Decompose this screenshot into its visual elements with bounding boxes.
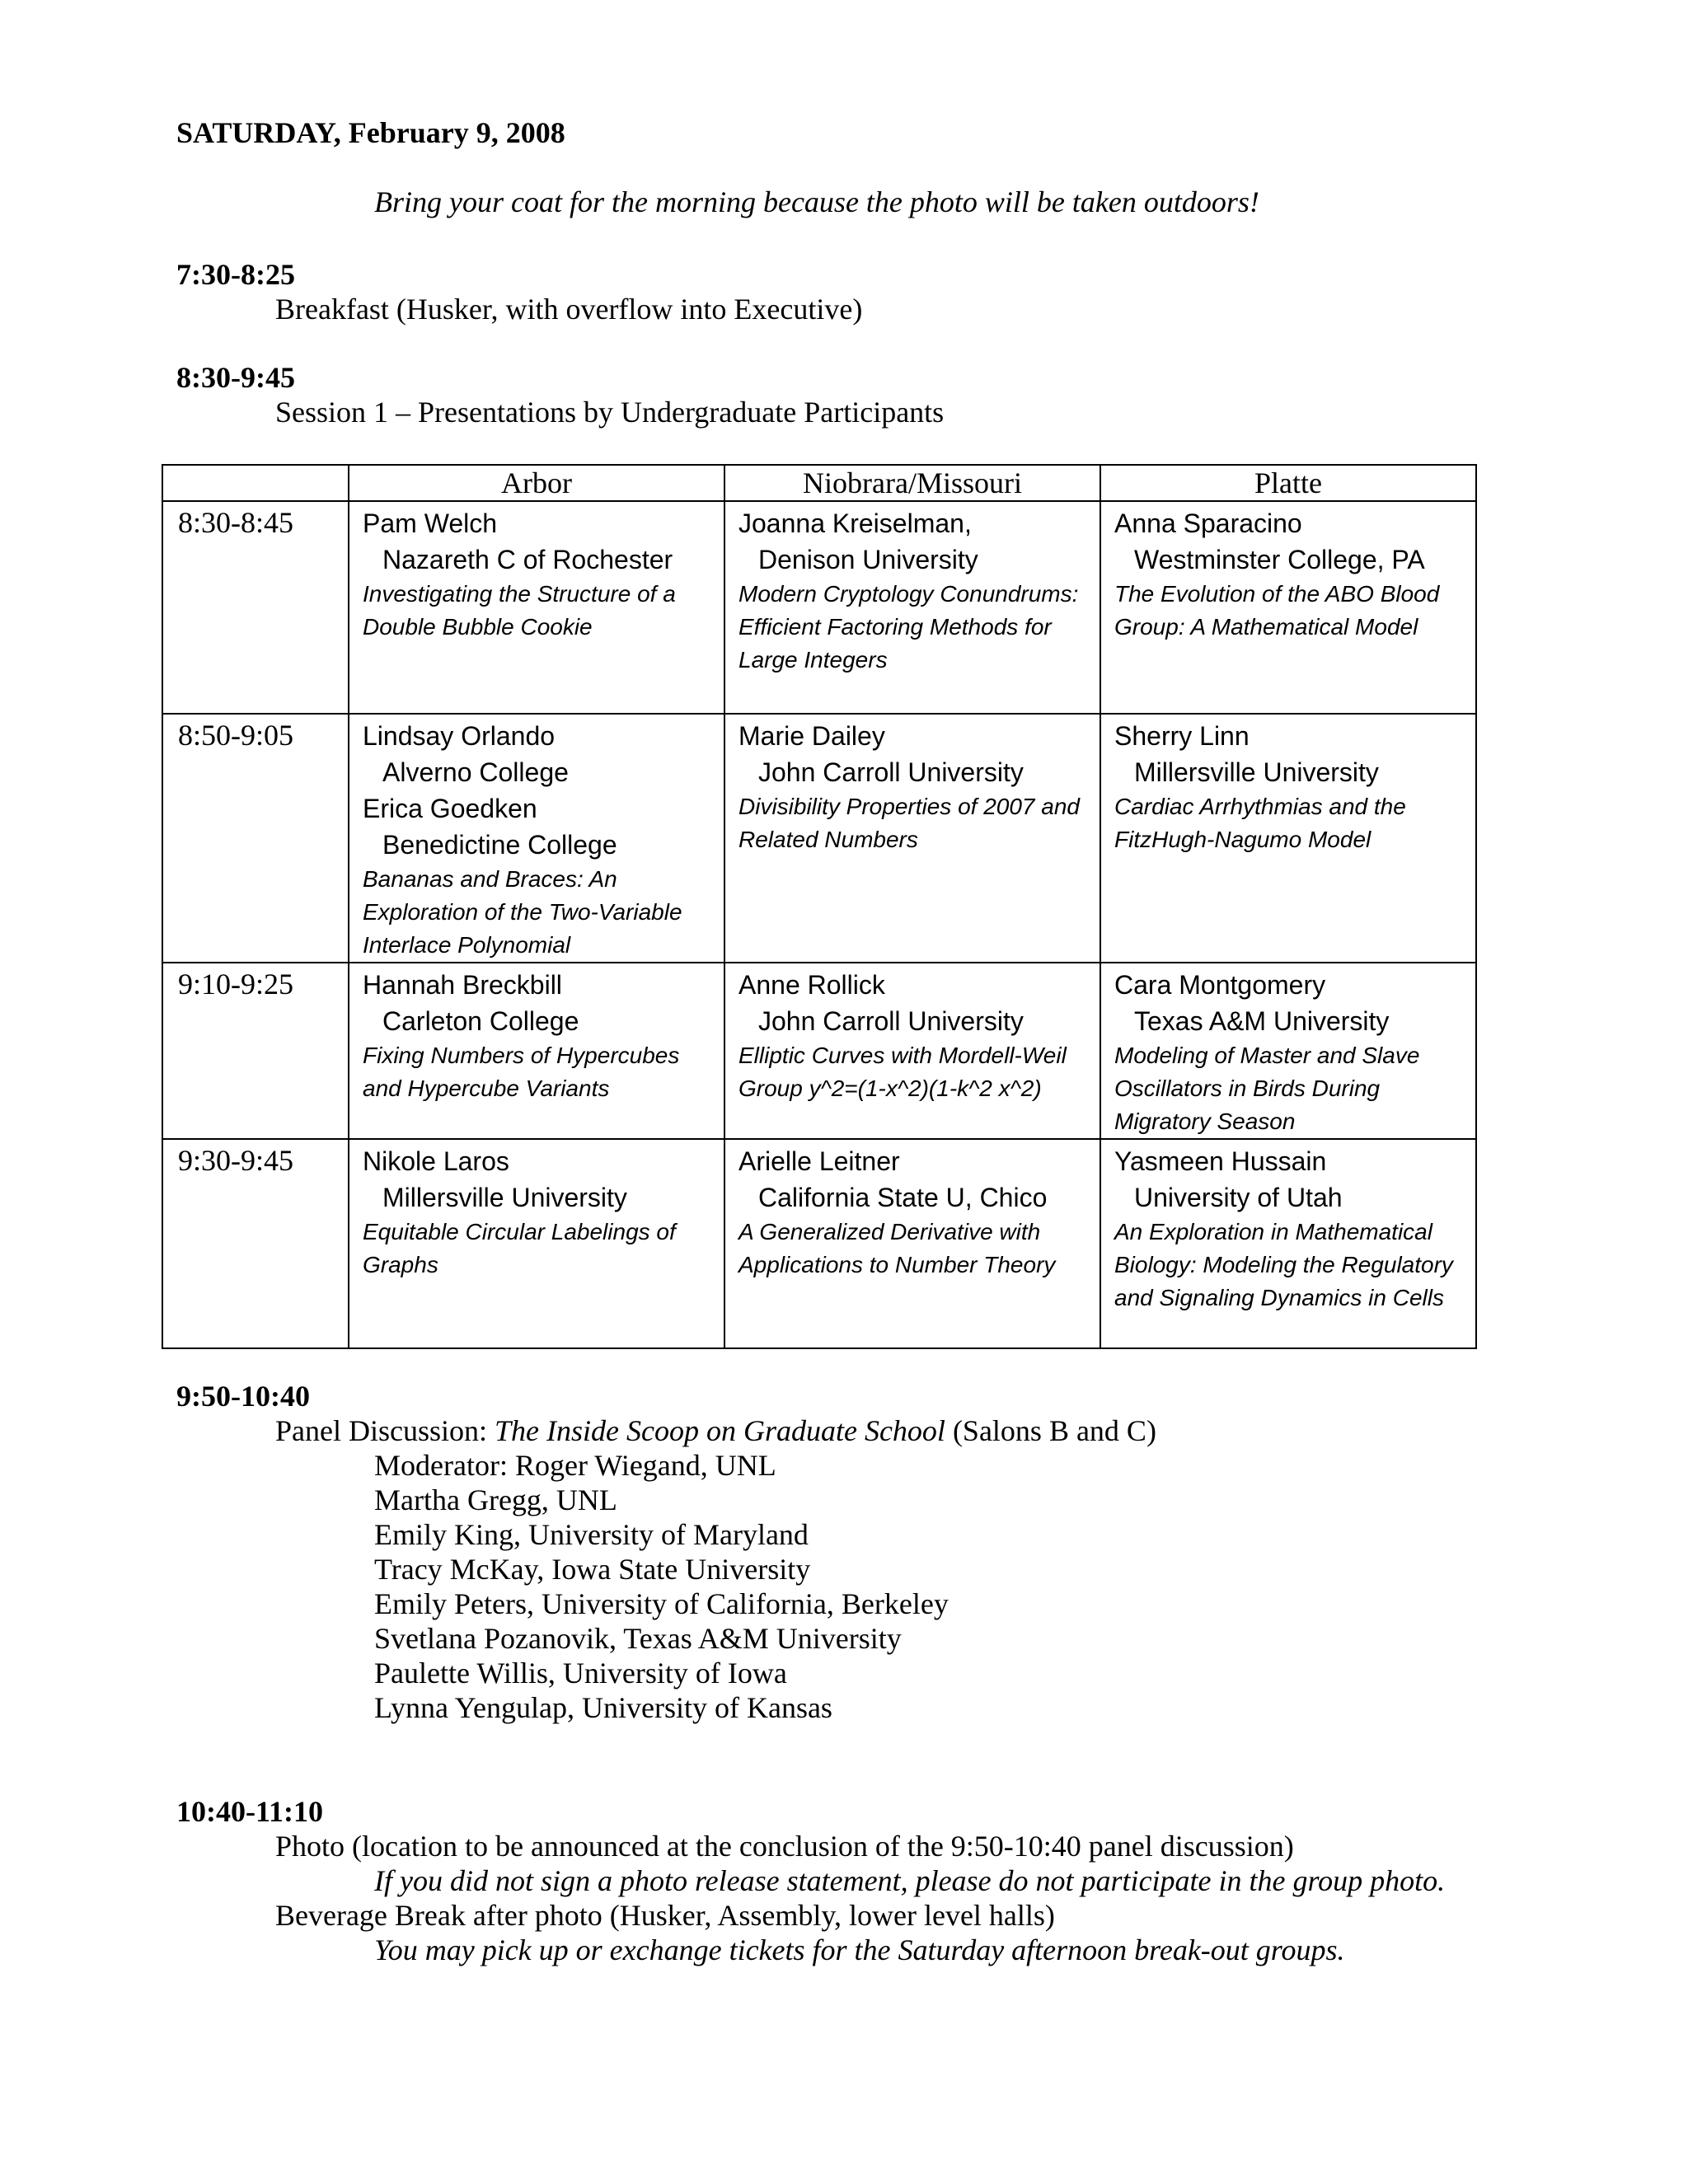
panel-member: Tracy McKay, Iowa State University <box>374 1553 811 1586</box>
presentation-cell <box>724 963 1100 1139</box>
presentation-title: Bananas and Braces: An Exploration of the Two-Variable Interlace Polynomial <box>363 866 682 958</box>
panel-member: Emily Peters, University of California, Berkeley <box>374 1587 949 1620</box>
panel-text <box>275 1413 1156 1448</box>
panel-member: Svetlana Pozanovik, Texas A&M University <box>374 1622 902 1655</box>
presentation-title: Cardiac Arrhythmias and the FitzHugh-Nagumo Model <box>1114 794 1406 852</box>
presenter-institution: Alverno College <box>382 757 569 787</box>
presenter-institution: Millersville University <box>382 1183 627 1212</box>
break-note: You may pick up or exchange tickets for the Saturday afternoon break-out groups. <box>374 1933 1345 1966</box>
presentation-title: Modern Cryptology Conundrums: Efficient Factoring Methods for Large Integers <box>738 581 1079 673</box>
table-row <box>162 963 1476 1139</box>
photo-note: If you did not sign a photo release statement, please do not participate in the group photo. <box>374 1864 1446 1897</box>
presentation-title: Equitable Circular Labelings of Graphs <box>363 1219 676 1277</box>
breakfast-time: 7:30-8:25 <box>176 258 295 291</box>
presentation-title: Fixing Numbers of Hypercubes and Hypercube Variants <box>363 1043 680 1101</box>
presenter-institution: John Carroll University <box>758 757 1024 787</box>
presentation-cell <box>724 1139 1100 1348</box>
day-heading: SATURDAY, February 9, 2008 <box>176 116 565 149</box>
presentation-title: Investigating the Structure of a Double Bubble Cookie <box>363 581 676 640</box>
presenter-name: Sherry Linn <box>1114 721 1250 751</box>
time-slot: 9:30-9:45 <box>162 1139 349 1348</box>
presenter-institution: Millersville University <box>1134 757 1379 787</box>
presenter-institution: California State U, Chico <box>758 1183 1048 1212</box>
panel-member: Emily King, University of Maryland <box>374 1518 809 1551</box>
presentation-title: An Exploration in Mathematical Biology: Modeling the Regulatory and Signaling Dynamics in Cells <box>1114 1219 1453 1310</box>
presentation-cell <box>1100 714 1476 963</box>
schedule-table <box>162 464 1477 1349</box>
presenter-institution: University of Utah <box>1134 1183 1343 1212</box>
presentation-cell <box>1100 501 1476 714</box>
presentation-title: The Evolution of the ABO Blood Group: A Mathematical Model <box>1114 581 1440 640</box>
photo-time: 10:40-11:10 <box>176 1795 323 1828</box>
coat-note: Bring your coat for the morning because the photo will be taken outdoors! <box>374 185 1259 218</box>
panel-prefix: Panel Discussion: <box>275 1414 495 1447</box>
presenter-institution: Carleton College <box>382 1006 579 1036</box>
column-header-platte: Platte <box>1100 465 1476 501</box>
panel-member: Martha Gregg, UNL <box>374 1483 617 1516</box>
presenter-name: Joanna Kreiselman, <box>738 509 972 538</box>
panel-members <box>374 1448 949 1725</box>
presenter-institution: Benedictine College <box>382 830 617 860</box>
panel-member: Lynna Yengulap, University of Kansas <box>374 1691 832 1724</box>
breakfast-text: Breakfast (Husker, with overflow into Executive) <box>275 293 863 326</box>
presenter-institution: John Carroll University <box>758 1006 1024 1036</box>
column-header-time <box>162 465 349 501</box>
presentation-cell <box>349 1139 724 1348</box>
panel-member: Moderator: Roger Wiegand, UNL <box>374 1449 776 1482</box>
panel-time: 9:50-10:40 <box>176 1380 310 1413</box>
presentation-cell <box>349 963 724 1139</box>
panel-member: Paulette Willis, University of Iowa <box>374 1657 787 1690</box>
presenter-name: Cara Montgomery <box>1114 970 1326 1000</box>
presentation-title: A Generalized Derivative with Applications to Number Theory <box>738 1219 1056 1277</box>
presentation-title: Divisibility Properties of 2007 and Related Numbers <box>738 794 1080 852</box>
table-header-row <box>162 465 1476 501</box>
time-slot: 9:10-9:25 <box>162 963 349 1139</box>
presenter-name: Hannah Breckbill <box>363 970 562 1000</box>
break-text: Beverage Break after photo (Husker, Assembly, lower level halls) <box>275 1899 1055 1932</box>
presenter-institution: Nazareth C of Rochester <box>382 545 673 574</box>
presentation-cell <box>349 714 724 963</box>
presenter-name: Lindsay Orlando <box>363 721 556 751</box>
presenter-name: Marie Dailey <box>738 721 885 751</box>
presentation-cell <box>1100 1139 1476 1348</box>
presenter-institution: Denison University <box>758 545 978 574</box>
table-row <box>162 1139 1476 1348</box>
presentation-cell <box>1100 963 1476 1139</box>
presenter-institution: Texas A&M University <box>1134 1006 1390 1036</box>
presenter-name: Pam Welch <box>363 509 498 538</box>
panel-location: (Salons B and C) <box>945 1414 1156 1447</box>
presenter-name: Erica Goedken <box>363 794 537 823</box>
presentation-title: Elliptic Curves with Mordell-Weil Group y^2=(1-x^2)(1-k^2 x^2) <box>738 1043 1067 1101</box>
photo-text: Photo (location to be announced at the conclusion of the 9:50-10:40 panel discussion) <box>275 1830 1294 1863</box>
presenter-name: Yasmeen Hussain <box>1114 1146 1327 1176</box>
presenter-name: Nikole Laros <box>363 1146 509 1176</box>
time-slot: 8:30-8:45 <box>162 501 349 714</box>
time-slot: 8:50-9:05 <box>162 714 349 963</box>
panel-title: The Inside Scoop on Graduate School <box>495 1414 945 1447</box>
presenter-name: Anna Sparacino <box>1114 509 1302 538</box>
session1-time: 8:30-9:45 <box>176 361 295 394</box>
presenter-name: Anne Rollick <box>738 970 885 1000</box>
session1-text: Session 1 – Presentations by Undergraduate Participants <box>275 396 945 429</box>
table-row <box>162 501 1476 714</box>
presentation-cell <box>349 501 724 714</box>
column-header-niobrara: Niobrara/Missouri <box>724 465 1100 501</box>
presentation-title: Modeling of Master and Slave Oscillators in Birds During Migratory Season <box>1114 1043 1420 1134</box>
table-row <box>162 714 1476 963</box>
presentation-cell <box>724 714 1100 963</box>
presentation-cell <box>724 501 1100 714</box>
presenter-institution: Westminster College, PA <box>1134 545 1425 574</box>
presenter-name: Arielle Leitner <box>738 1146 900 1176</box>
column-header-arbor: Arbor <box>349 465 724 501</box>
